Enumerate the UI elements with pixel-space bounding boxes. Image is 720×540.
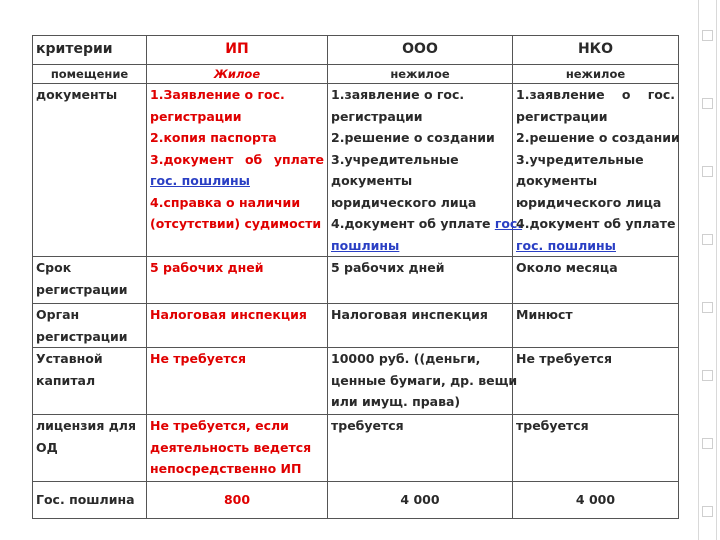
- documents-ooo-fee-link[interactable]: пошлины: [331, 237, 400, 253]
- header-criteria-text: критерии: [36, 41, 113, 58]
- term-ip: [147, 257, 328, 304]
- term-label-line: Срок: [36, 260, 72, 275]
- documents-ooo-line-text: 4.документ об уплате: [331, 216, 495, 231]
- organ-ooo-text: Налоговая инспекция: [331, 307, 488, 322]
- documents-ip-line: 2.копия паспорта: [150, 130, 277, 145]
- capital-nko: [513, 348, 679, 415]
- slide-side-decoration: [695, 0, 720, 540]
- term-nko-text: Около месяца: [516, 260, 618, 275]
- term-ooo-text: 5 рабочих дней: [331, 260, 445, 275]
- documents-ooo-line: документы: [331, 173, 413, 188]
- fee-ip: [147, 482, 328, 519]
- documents-ooo-line: регистрации: [331, 108, 423, 124]
- fee-label: [33, 482, 147, 519]
- premises-label-text: помещение: [50, 67, 129, 81]
- table-row-organ: [33, 304, 679, 348]
- documents-ip-line: 1.Заявление о гос.: [150, 87, 285, 102]
- decoration-square: [702, 234, 713, 245]
- license-ooo: [328, 415, 513, 482]
- documents-ooo-line: 2.решение о создании: [331, 130, 495, 145]
- capital-label-line: Уставной: [36, 351, 103, 366]
- license-ip-line: Не требуется, если: [150, 418, 289, 433]
- license-label-line: лицензия для: [36, 418, 136, 433]
- organ-nko-text: Минюст: [516, 307, 573, 322]
- documents-ooo-line: [331, 213, 523, 235]
- organ-nko: [513, 304, 679, 348]
- capital-ip: [147, 348, 328, 415]
- table-row-premises: [33, 65, 679, 84]
- header-ip-text: ИП: [225, 41, 249, 58]
- decoration-line: [716, 0, 717, 540]
- term-label: [33, 257, 147, 304]
- documents-ooo-line: 3.учредительные: [331, 151, 459, 167]
- license-label: [33, 415, 147, 482]
- documents-ip-line: регистрации: [150, 108, 242, 124]
- decoration-square: [702, 166, 713, 177]
- license-ip-line: непосредственно ИП: [150, 461, 302, 476]
- premises-ip-text: Жилое: [213, 67, 261, 81]
- header-ooo: [328, 36, 513, 65]
- license-nko-text: требуется: [516, 418, 589, 433]
- documents-ip: [147, 84, 328, 257]
- documents-ip-fee-link[interactable]: гос. пошлины: [150, 173, 250, 188]
- table-row-capital: [33, 348, 679, 415]
- documents-nko-line: 1.заявление о гос.: [516, 87, 675, 102]
- documents-ip-line: (отсутствии) судимости: [150, 216, 322, 231]
- organ-ip-text: Налоговая инспекция: [150, 307, 307, 322]
- organ-ooo: [328, 304, 513, 348]
- table-row-license: [33, 415, 679, 482]
- license-ip-line: деятельность ведется: [150, 439, 312, 455]
- documents-ip-line: 3.документ об уплате: [150, 151, 324, 167]
- capital-ooo: [328, 348, 518, 415]
- term-label-line: регистрации: [36, 281, 128, 297]
- header-nko: [513, 36, 679, 65]
- capital-ooo-line: или имущ. права): [331, 394, 461, 409]
- documents-nko-line: юридического лица: [516, 194, 662, 210]
- premises-nko: [513, 65, 679, 84]
- decoration-square: [702, 370, 713, 381]
- header-criteria: [33, 36, 147, 65]
- capital-nko-text: Не требуется: [516, 351, 612, 366]
- decoration-square: [702, 438, 713, 449]
- documents-label-text: документы: [36, 87, 118, 102]
- documents-ooo-line: 1.заявление о гос.: [331, 87, 465, 102]
- term-nko: [513, 257, 679, 304]
- term-ip-text: 5 рабочих дней: [150, 260, 264, 275]
- documents-nko-fee-link[interactable]: гос. пошлины: [516, 237, 616, 253]
- header-ooo-text: ООО: [402, 41, 438, 58]
- comparison-table: [32, 35, 679, 519]
- license-ip: [147, 415, 328, 482]
- decoration-line: [698, 0, 699, 540]
- documents-ooo-fee-link[interactable]: гос.: [494, 216, 523, 231]
- documents-ip-line: 4.справка о наличии: [150, 194, 301, 210]
- documents-nko-line: регистрации: [516, 108, 608, 124]
- organ-ip: [147, 304, 328, 348]
- decoration-square: [702, 30, 713, 41]
- documents-nko: [513, 84, 679, 257]
- premises-ooo: [328, 65, 513, 84]
- fee-label-text: Гос. пошлина: [36, 492, 135, 508]
- organ-label-line: Орган: [36, 307, 80, 322]
- license-label-line: ОД: [36, 439, 58, 455]
- organ-label: [33, 304, 147, 348]
- organ-label-line: регистрации: [36, 328, 128, 344]
- header-nko-text: НКО: [577, 41, 614, 58]
- table-row-term: [33, 257, 679, 304]
- capital-ip-text: Не требуется: [150, 351, 246, 366]
- documents-label: [33, 84, 147, 257]
- capital-label-line: капитал: [36, 372, 96, 388]
- documents-nko-line: документы: [516, 173, 598, 188]
- premises-label: [33, 65, 147, 84]
- fee-nko-value: 4 000: [575, 492, 616, 508]
- premises-nko-text: нежилое: [565, 67, 626, 81]
- documents-nko-line: 2.решение о создании: [516, 130, 680, 145]
- decoration-square: [702, 98, 713, 109]
- table-header-row: [33, 36, 679, 65]
- license-ooo-text: требуется: [331, 418, 404, 433]
- capital-ooo-line: ценные бумаги, др. вещи: [331, 372, 518, 388]
- capital-label: [33, 348, 147, 415]
- table-row-fee: [33, 482, 679, 519]
- capital-ooo-line: 10000 руб. ((деньги,: [331, 351, 481, 366]
- header-ip: [147, 36, 328, 65]
- license-nko: [513, 415, 679, 482]
- documents-ooo-line: юридического лица: [331, 194, 477, 210]
- documents-ooo: [328, 84, 523, 257]
- premises-ooo-text: нежилое: [390, 67, 450, 81]
- decoration-square: [702, 302, 713, 313]
- term-ooo: [328, 257, 513, 304]
- documents-nko-line: 3.учредительные: [516, 151, 644, 167]
- documents-nko-line: 4.документ об уплате: [516, 216, 676, 231]
- premises-ip: [147, 65, 328, 84]
- fee-ip-value: 800: [223, 492, 251, 508]
- decoration-square: [702, 506, 713, 517]
- fee-nko: [513, 482, 679, 519]
- fee-ooo-value: 4 000: [400, 492, 440, 508]
- table-row-documents: [33, 84, 679, 257]
- fee-ooo: [328, 482, 513, 519]
